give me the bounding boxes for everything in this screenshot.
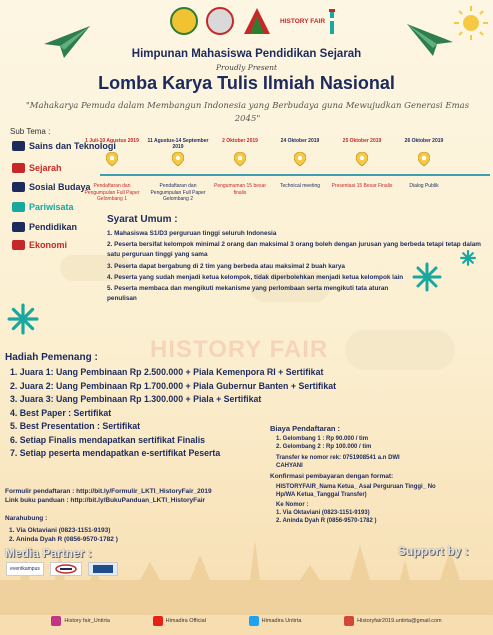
hadiah-item: 7. Setiap peserta mendapatkan e-sertifikat Peserta [10, 448, 221, 458]
syarat-item: 5. Peserta membaca dan mengikuti mekanisme yang perlombaan serta mengikuti tata aturan penulisan [107, 285, 389, 303]
location-pin-icon [106, 152, 118, 166]
konfirmasi-contact: 2. Aninda Dyah R (0856-9570-1782 ) [276, 518, 377, 524]
subtema-label: Ekonomi [29, 240, 68, 250]
syarat-item: 1. Mahasiswa S1/D3 perguruan tinggi seluruh Indonesia [107, 230, 277, 237]
timeline-date: 25 Oktober 2019 [342, 138, 382, 144]
subtema-item [12, 222, 77, 232]
cloud-decoration [345, 330, 455, 370]
timeline-event-label: Presentasi 15 Besar Finalis [331, 183, 393, 189]
himadira-logo [242, 6, 272, 36]
organizer-name: Himpunan Mahasiswa Pendidikan Sejarah [131, 48, 362, 60]
location-pin-icon [172, 152, 184, 166]
footer-social [0, 607, 493, 635]
sponsor-logo [88, 562, 118, 576]
formulir-link[interactable]: Formulir pendaftaran : http://bit.ly/Formulir_LKTI_HistoryFair_2019 [5, 488, 212, 495]
subtema-heading: Sub Tema : [10, 127, 51, 136]
location-pin-icon [294, 152, 306, 166]
instagram-icon [51, 616, 61, 626]
footer-social-label: Himadira Untirta [261, 618, 302, 624]
event-title: Lomba Karya Tulis Ilmiah Nasional [98, 73, 395, 93]
university-logo [170, 7, 198, 35]
subtema-item [12, 182, 91, 192]
konfirmasi-format: HISTORYFAIR_Nama Ketua_ Asal Perguruan Tinggi_ No Hp/WA Ketua_Tanggal Transfer) [276, 484, 436, 498]
panduan-link[interactable]: Link buku panduan : http://bit.ly/BukuPanduan_LKTI_HistoryFair [5, 497, 206, 504]
syarat-item: 3. Peserta dapat bergabung di 2 tim yang berbeda atau maksimal 2 buah karya [107, 262, 345, 270]
hadiah-heading: Hadiah Pemenang : [5, 352, 98, 363]
subtema-icon [12, 240, 25, 250]
sponsor-logo-graphic [54, 564, 78, 574]
hadiah-item: 3. Juara 3: Uang Pembinaan Rp 1.300.000 + Piala + Sertifikat [10, 394, 262, 404]
hadiah-item: 2. Juara 2: Uang Pembinaan Rp 1.700.000 + Piala Gubernur Banten + Sertifikat [10, 380, 337, 391]
location-pin-icon [234, 152, 246, 166]
location-pin-icon [418, 152, 430, 166]
timeline-event-label: Technical meeting [279, 183, 321, 189]
syarat-item: 4. Peserta yang sudah menjadi ketua kelompok, tidak diperbolehkan menjadi ketua kelompok lain [107, 273, 404, 281]
event-theme: "Mahakarya Pemuda dalam Membangun Indonesia yang Berbudaya guna Mewujudkan Generasi Emas 2045" [25, 101, 470, 124]
subtema-icon [12, 222, 25, 232]
subtema-label: Sejarah [29, 163, 62, 173]
support-heading: Support by : [398, 544, 469, 558]
timeline-date: 24 Oktober 2019 [280, 138, 320, 144]
subtema-icon [12, 182, 25, 192]
subtema-icon [12, 202, 25, 212]
narahubung-contact: 1. Via Oktaviani (0823-1151-9193) [9, 527, 111, 534]
syarat-heading: Syarat Umum : [107, 214, 178, 225]
subtema-icon [12, 163, 25, 173]
himpunan-logo [206, 7, 234, 35]
footer-social-item[interactable] [249, 616, 302, 626]
youtube-icon [153, 616, 163, 626]
timeline-line [100, 174, 490, 176]
narahubung-section [5, 514, 205, 544]
history-fair-logo: HISTORY FAIR [280, 8, 337, 34]
timeline-date: 2 Oktober 2019 [222, 138, 258, 144]
header-logos [170, 6, 337, 36]
subtema-item [12, 163, 62, 173]
sponsor-logo-graphic [92, 564, 114, 574]
subtema-icon [12, 141, 25, 151]
biaya-heading: Biaya Pendaftaran : [270, 424, 341, 433]
timeline-event-label: Pengumuman 15 besar finalis [214, 183, 266, 196]
footer-social-label: Himadira Official [165, 618, 206, 624]
location-pin-icon [356, 152, 368, 166]
media-partner-logos [6, 562, 118, 576]
footer-social-item[interactable] [344, 616, 441, 626]
biaya-section [270, 425, 490, 525]
twitter-icon [249, 616, 259, 626]
sponsor-logo [50, 562, 82, 576]
footer-social-item[interactable] [51, 616, 110, 626]
subtema-label: Sains dan Teknologi [29, 141, 116, 151]
biaya-gelombang-1: 1. Gelombang 1 : Rp 90.000 / tim [276, 436, 369, 442]
email-icon [344, 616, 354, 626]
transfer-info: Transfer ke nomor rek: 0751908541 a.n DWI CAHYANI [276, 455, 400, 469]
timeline-event-label: Dialog Publik [409, 183, 439, 189]
lighthouse-icon [327, 8, 337, 34]
timeline-date: 11 Agustus-14 September 2019 [147, 138, 209, 150]
syarat-item: 2. Peserta bersifat kelompok minimal 2 orang dan maksimal 3 orang boleh dengan jurusan yang berbeda tetapi tetap dalam satu perguruan tinggi yang sama [107, 241, 481, 259]
history-fair-watermark: HISTORY FAIR [150, 336, 329, 363]
timeline-date: 26 Oktober 2019 [404, 138, 444, 144]
footer-social-label: History fair_Untirta [64, 618, 110, 624]
footer-social-label: Historyfair2019.untirta@gmail.com [357, 618, 442, 624]
timeline-event-label: Pendaftaran dan Pengumpulan Full Paper Gelombang 2 [150, 183, 206, 202]
sponsor-logo: eventkampus [6, 562, 44, 576]
sun-icon [452, 4, 490, 42]
subtema-label: Sosial Budaya [29, 182, 91, 192]
hadiah-item: 4. Best Paper : Sertifikat [10, 407, 112, 418]
syarat-list [107, 229, 492, 305]
media-partner-heading: Media Partner : [5, 546, 92, 560]
hadiah-item: 5. Best Presentation : Sertifikat [10, 421, 141, 431]
subtema-label: Pendidikan [29, 222, 78, 232]
timeline-event-label: Pendaftaran dan Pengumpulan Full Paper Gelombang 1 [84, 183, 140, 202]
subtema-item [12, 202, 74, 212]
biaya-gelombang-2: 2. Gelombang 2 : Rp 100.000 / tim [276, 444, 372, 450]
konfirmasi-heading: Konfirmasi pembayaran dengan format: [270, 473, 394, 480]
hadiah-item: 1. Juara 1: Uang Pembinaan Rp 2.500.000 + Piala Kemenpora RI + Sertifikat [10, 367, 324, 377]
konfirmasi-contact: 1. Via Oktaviani (0823-1151-9193) [276, 510, 370, 516]
footer-social-item[interactable] [153, 616, 206, 626]
ke-nomor-label: Ke Nomor : [276, 502, 309, 508]
formulir-section [5, 487, 275, 505]
narahubung-contact: 2. Aninda Dyah R (0856-9570-1782 ) [9, 536, 118, 543]
timeline-date: 1 Juli-10 Agustus 2019 [85, 138, 139, 144]
proudly-present: Proudly Present [216, 63, 277, 72]
narahubung-heading: Narahubung : [5, 515, 48, 522]
star-decoration-icon [7, 303, 39, 335]
hadiah-item: 6. Setiap Finalis mendapatkan sertifikat Finalis [10, 434, 206, 445]
subtema-label: Pariwisata [29, 202, 74, 212]
subtema-item [12, 240, 67, 250]
